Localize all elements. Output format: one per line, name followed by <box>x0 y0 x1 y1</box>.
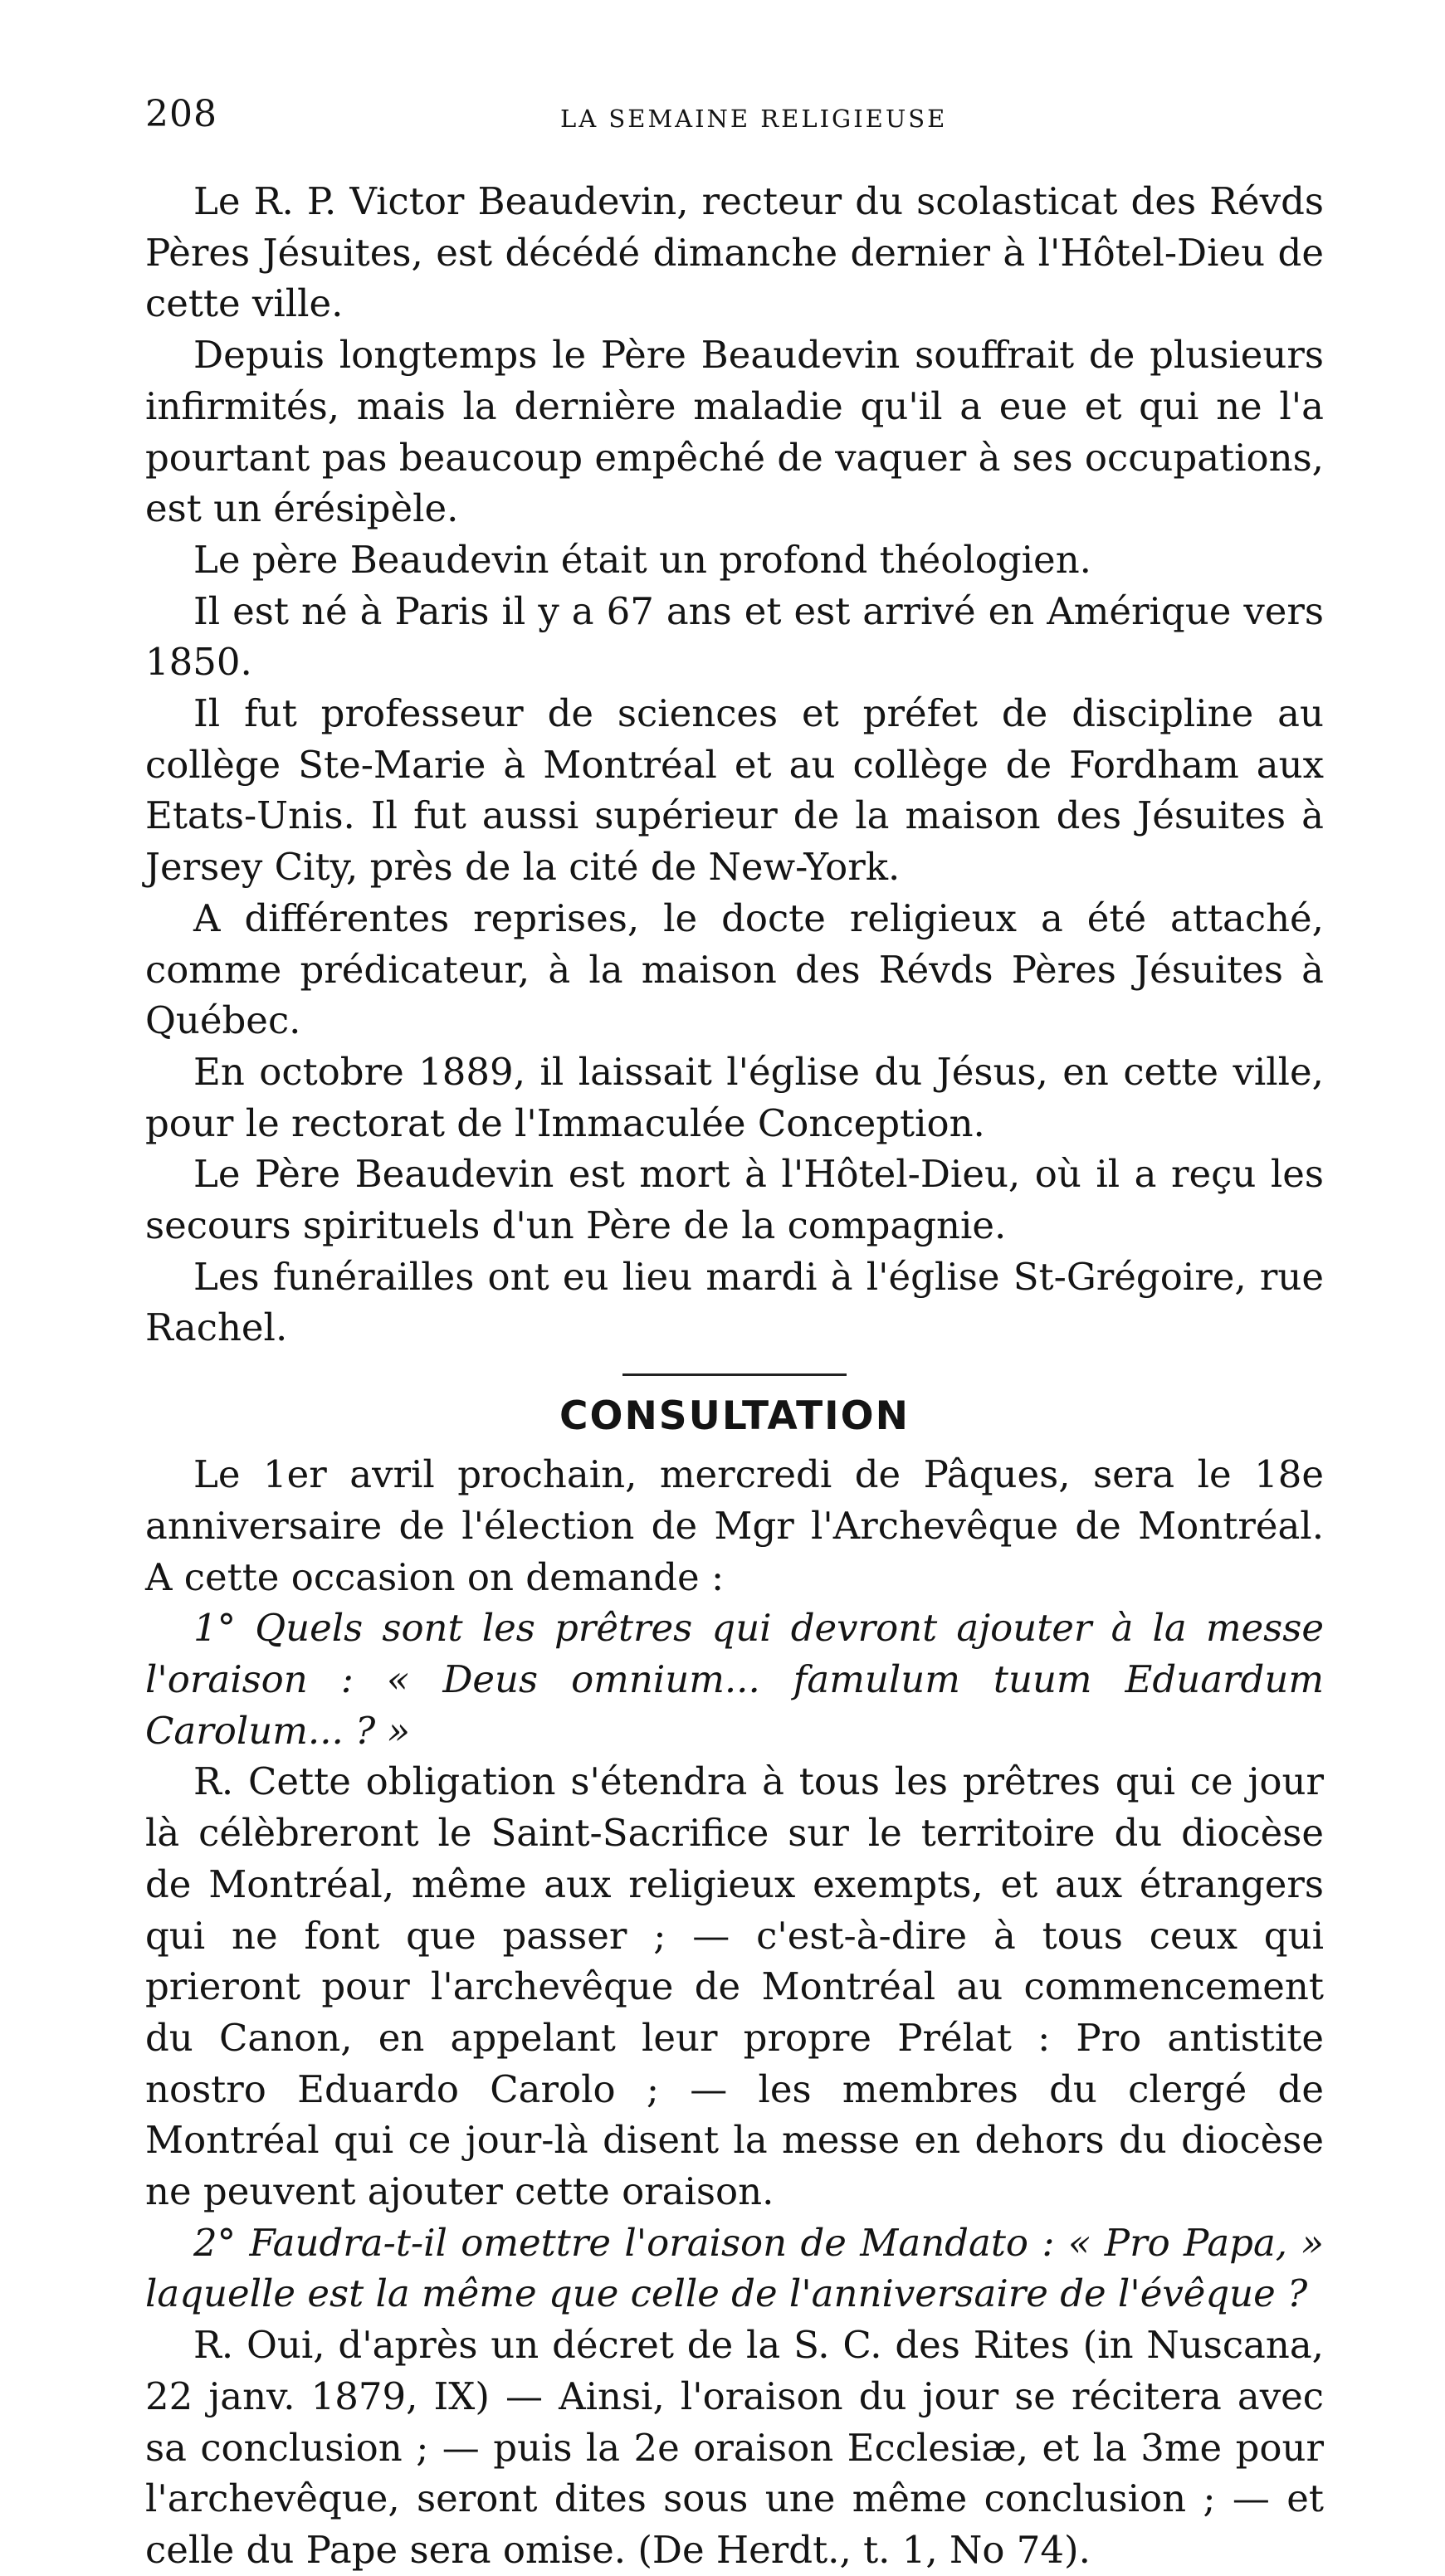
article-paragraph: Depuis longtemps le Père Beaudevin souffrait de plusieurs infirmités, mais la dernière maladie qu'il a eue et qui ne l'a pourtant pas beaucoup empêché de vaquer à ses occupations, est un érésipèle. <box>145 333 1324 531</box>
article-paragraph: Le R. P. Victor Beaudevin, recteur du scolasticat des Révds Pères Jésuites, est décédé dimanche dernier à l'Hôtel-Dieu de cette ville. <box>145 179 1324 326</box>
article-paragraph: A différentes reprises, le docte religieux a été attaché, comme prédicateur, à la maison des Révds Pères Jésuites à Québec. <box>145 895 1324 1043</box>
article-paragraph: Il est né à Paris il y a 67 ans et est arrivé en Amérique vers 1850. <box>145 588 1324 685</box>
section-title: CONSULTATION <box>559 1393 910 1440</box>
answer-1: R. Cette obligation s'étendra à tous les prêtres qui ce jour là célèbreront le Saint-Sacrifice sur le territoire du diocèse de Montréal, même aux religieux exempts, et aux étrangers qui ne font que passer ; — c'est-à-dire à tous ceux qui prieront pour l'archevêque de Montréal au commencement du Canon, en appelant leur propre Prélat : Pro antistite nostro Eduardo Carolo ; — les membres du clergé de Montréal qui ce jour-là disent la messe en dehors du diocèse ne peuvent ajouter cette oraison. <box>145 1759 1324 2214</box>
question-2: 2° Faudra-t-il omettre l'oraison de Mandato : « Pro Papa, » laquelle est la même que celle de l'anniversaire de l'évêque ? <box>145 2220 1324 2316</box>
consultation-intro: Le 1er avril prochain, mercredi de Pâques, sera le 18e anniversaire de l'élection de Mgr l'Archevêque de Montréal. A cette occasion on demande : <box>145 1452 1324 1599</box>
question-1: 1° Quels sont les prêtres qui devront ajouter à la messe l'oraison : « Deus omnium... famulum tuum Eduardum Carolum... ? » <box>145 1606 1324 1753</box>
article-paragraph: En octobre 1889, il laissait l'église du Jésus, en cette ville, pour le rectorat de l'Immaculée Conception. <box>145 1049 1324 1145</box>
article-paragraph: Les funérailles ont eu lieu mardi à l'église St-Grégoire, rue Rachel. <box>145 1254 1324 1350</box>
answer-2: R. Oui, d'après un décret de la S. C. des Rites (in Nuscana, 22 janv. 1879, IX) — Ainsi, l'oraison du jour se récitera avec sa conclusion ; — puis la 2e oraison Ecclesiæ, et la 3me pour l'archevêque, seront dites sous une même conclusion ; — et celle du Pape sera omise. (De Herdt., t. 1, No 74). <box>145 2323 1324 2572</box>
article-paragraph: Il fut professeur de sciences et préfet de discipline au collège Ste-Marie à Montréal et au collège de Fordham aux Etats-Unis. Il fut aussi supérieur de la maison des Jésuites à Jersey City, près de la cité de New-York. <box>145 691 1324 890</box>
page-number: 208 <box>145 93 217 135</box>
section-divider <box>622 1373 847 1376</box>
article-paragraph: Le Père Beaudevin est mort à l'Hôtel-Dieu, où il a reçu les secours spirituels d'un Père de la compagnie. <box>145 1152 1324 1248</box>
running-head: LA SEMAINE RELIGIEUSE <box>560 105 948 133</box>
article-paragraph: Le père Beaudevin était un profond théologien. <box>193 537 1091 582</box>
obituary-article <box>145 176 1324 1354</box>
page-header <box>145 93 1324 143</box>
consultation-section <box>145 1389 1324 2575</box>
text-column <box>145 176 1324 2576</box>
